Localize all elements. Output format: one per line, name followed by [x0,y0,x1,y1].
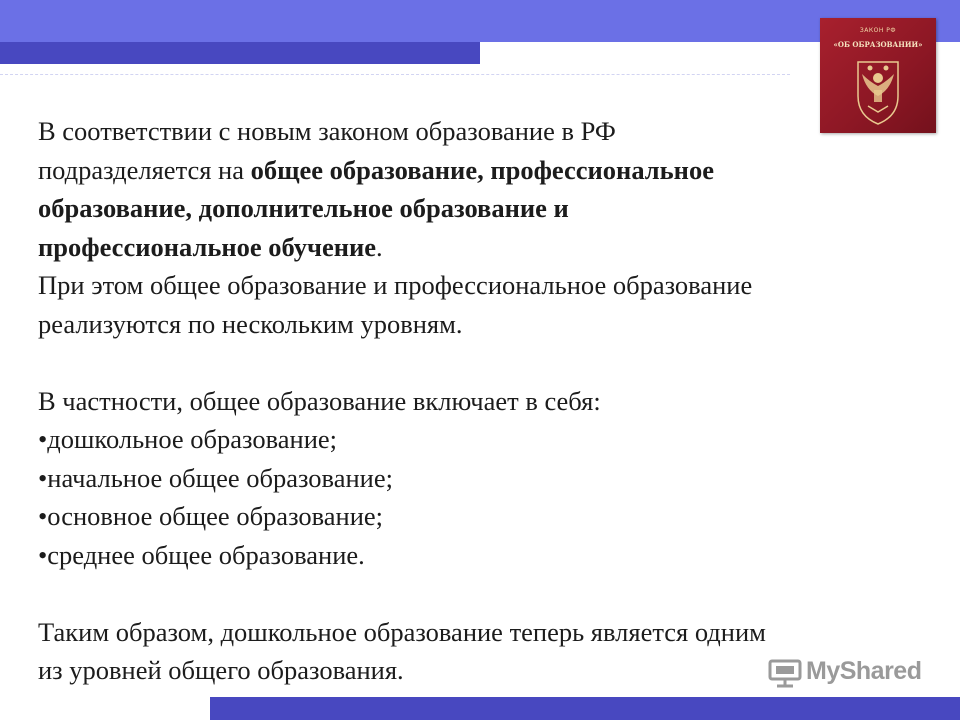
header-accent-strip [0,42,480,64]
paragraph-1-line-4-bold: профессиональное обучение [38,231,377,262]
spacer [38,574,918,613]
watermark-text: MyShared [806,657,922,685]
header-divider [0,74,790,75]
list-item: •основное общее образование; [38,501,384,531]
paragraph-4-line-1: Таким образом, дошкольное образование теперь является одним [38,616,766,647]
paragraph-1-line-4-end: . [376,231,383,262]
book-cover-title: «ОБ ОБРАЗОВАНИИ» [833,40,923,49]
paragraph-1-line-3 [38,189,918,228]
footer-band [210,697,960,720]
spacer [38,343,918,382]
book-cover-caption: ЗАКОН РФ [859,27,897,34]
paragraph-1-line-3-bold: образование, дополнительное образование и [38,193,569,223]
paragraph-1-line-4 [38,228,918,267]
paragraph-1-line-2-text: подразделяется на [38,154,251,185]
paragraph-4-line-2: из уровней общего образования. [38,655,404,685]
header-band [0,0,960,42]
myshared-watermark [768,656,938,690]
paragraph-2-line-2: реализуются по нескольким уровням. [38,308,463,339]
paragraph-1-line-2-bold: общее образование, профессиональное [250,154,714,185]
slide-body [38,112,918,690]
paragraph-2-line-1: При этом общее образование и профессиональное образование [38,270,753,300]
list-item: •среднее общее образование. [38,539,365,570]
paragraph-1-line-2 [38,151,918,190]
list-item: •дошкольное образование; [38,424,338,454]
list-item: •начальное общее образование; [38,462,393,493]
paragraph-3-intro: В частности, общее образование включает в себя: [38,385,601,416]
paragraph-1-line-1: В соответствии с новым законом образование в РФ [38,116,616,146]
presentation-board-icon [768,658,802,688]
